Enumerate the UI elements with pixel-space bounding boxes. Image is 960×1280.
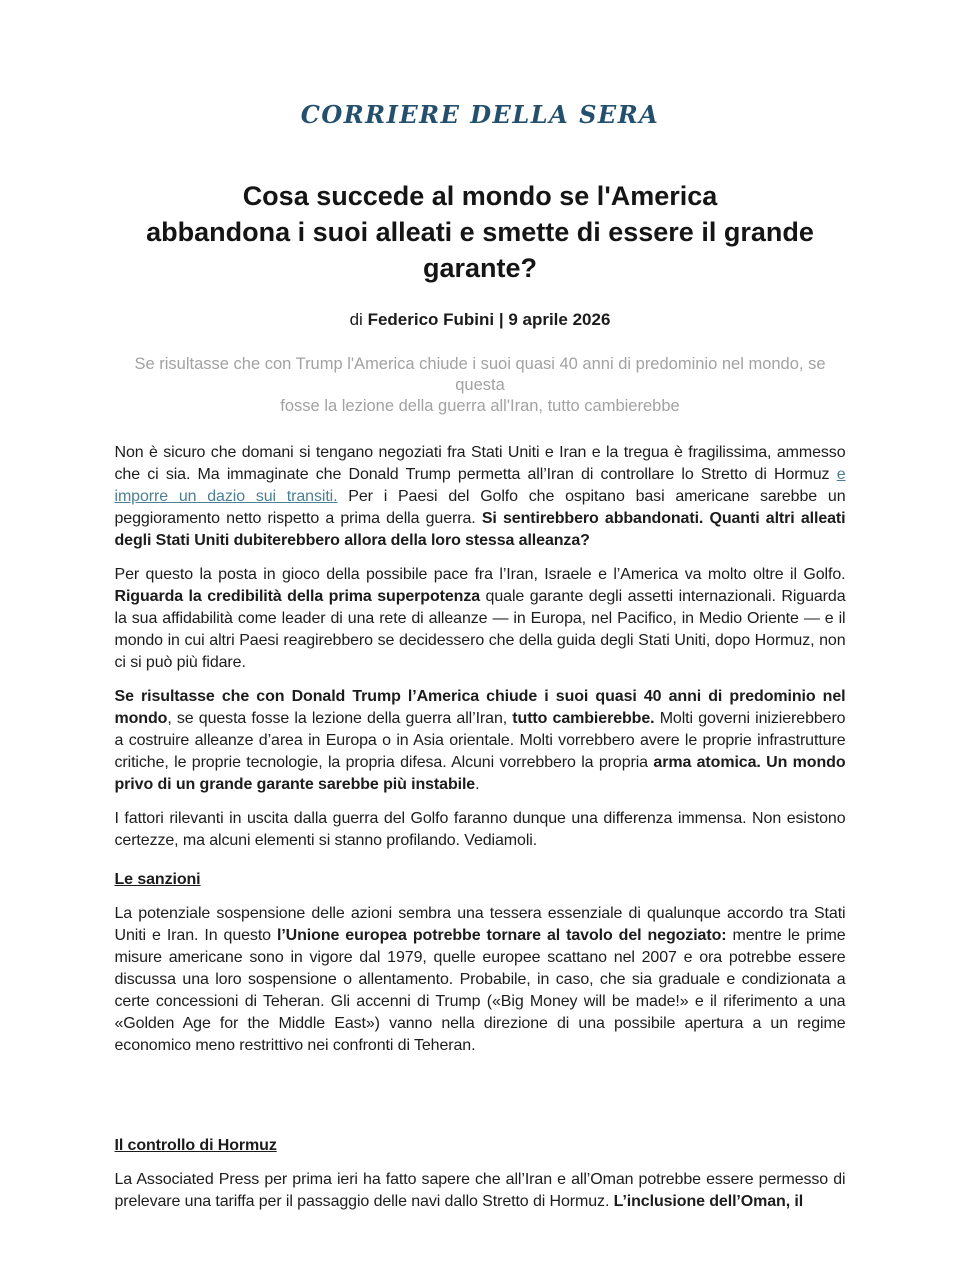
byline [115,310,846,330]
standfirst [115,354,846,417]
text-run: Molti governi inizierebbero a costruire alleanze d’area in Europa o in Asia orientale. Molti vorrebbero avere le proprie infrastrutture critiche, le proprie tecnologie, la propria difesa. Alcuni vorrebbero la propria [114,710,846,771]
bold-text-run: Se risultasse che con Donald Trump l’America chiude i suoi quasi 40 anni di predominio nel mondo [114,688,846,727]
headline-line-1: Cosa succede al mondo se l'America [242,181,718,211]
article-page [115,0,846,1213]
standfirst-line-2: fosse la lezione della guerra all'Iran, tutto cambierebbe [280,397,680,415]
paragraph-2 [115,564,846,674]
headline [115,178,846,286]
bold-text-run: l’Unione europea potrebbe tornare al tavolo del negoziato: [276,927,727,944]
paragraph-5 [115,903,846,1057]
text-run: , se questa fosse la lezione della guerra all’Iran, [167,710,513,727]
bold-text-run: arma atomica. Un mondo privo di un grande garante sarebbe più instabile [114,754,846,793]
text-run: quale garante degli assetti internazionali. Riguarda la sua affidabilità come leader di una rete di alleanze — in Europa, nel Pacifico, in Medio Oriente — e il mondo in cui altri Paesi reagirebbero se decidessero che della guida degli Stati Uniti, dopo Hormuz, non ci si può più fidare. [114,588,846,671]
text-run: Non è sicuro che domani si tengano negoziati fra Stati Uniti e Iran e la tregua è fragilissima, ammesso che ci sia. Ma immaginate che Donald Trump permetta all’Iran di controllare lo Stretto di Hormuz [114,444,846,483]
paragraph-3 [115,686,846,796]
bold-text-run: tutto cambierebbe. [512,710,655,727]
bold-text-run: L’inclusione dell’Oman, il [613,1193,804,1210]
masthead [115,100,846,129]
bold-text-run: Si sentirebbero abbandonati. Quanti altri alleati degli Stati Uniti dubiterebbero allora della loro stessa alleanza? [114,510,846,549]
text-run: Per questo la posta in gioco della possibile pace fra l’Iran, Israele e l’America va molto oltre il Golfo. [114,566,846,583]
text-run: I fattori rilevanti in uscita dalla guerra del Golfo faranno dunque una differenza immensa. Non esistono certezze, ma alcuni elementi si stanno profilando. Vediamoli. [114,810,846,849]
text-run: mentre le prime misure americane sono in vigore dal 1979, quelle europee scattano nel 2007 e ora potrebbe essere discussa una loro sospensione o allentamento. Probabile, in caso, che sia graduale e condizionata a certe concessioni di Teheran. Gli accenni di Trump («Big Money will be made!» e il riferimento a una «Golden Age for the Middle East») vanno nella direzione di una possibile apertura a un regime economico meno restrittivo nei confronti di Teheran. [114,927,846,1054]
standfirst-line-1: Se risultasse che con Trump l'America chiude i suoi quasi 40 anni di predominio nel mondo, se questa [134,355,826,394]
headline-line-3: garante? [422,253,538,283]
byline-prefix: di [349,310,368,329]
text-run: Per i Paesi del Golfo che ospitano basi americane sarebbe un peggioramento netto rispetto a prima della guerra. [114,488,846,527]
article-body [115,442,846,1213]
inline-link-dazio-transiti[interactable]: e imporre un dazio sui transiti. [114,466,846,505]
paragraph-4 [115,808,846,852]
byline-author-date: Federico Fubini | 9 aprile 2026 [367,310,611,329]
section-heading-sanzioni: Le sanzioni [114,871,201,888]
paragraph-6 [115,1169,846,1213]
paragraph-1 [115,442,846,552]
text-run: La potenziale sospensione delle azioni sembra una tessera essenziale di qualunque accordo tra Stati Uniti e Iran. In questo [114,905,846,944]
text-run: La Associated Press per prima ieri ha fatto sapere che all’Iran e all’Oman potrebbe essere permesso di prelevare una tariffa per il passaggio delle navi dallo Stretto di Hormuz. [114,1171,846,1210]
headline-line-2: abbandona i suoi alleati e smette di essere il grande [146,217,814,247]
section-heading-hormuz: Il controllo di Hormuz [114,1137,277,1154]
bold-text-run: Riguarda la credibilità della prima superpotenza [114,588,481,605]
corriere-della-sera-logo: CORRIERE DELLA SERA [300,100,660,129]
text-run: . [475,776,480,793]
